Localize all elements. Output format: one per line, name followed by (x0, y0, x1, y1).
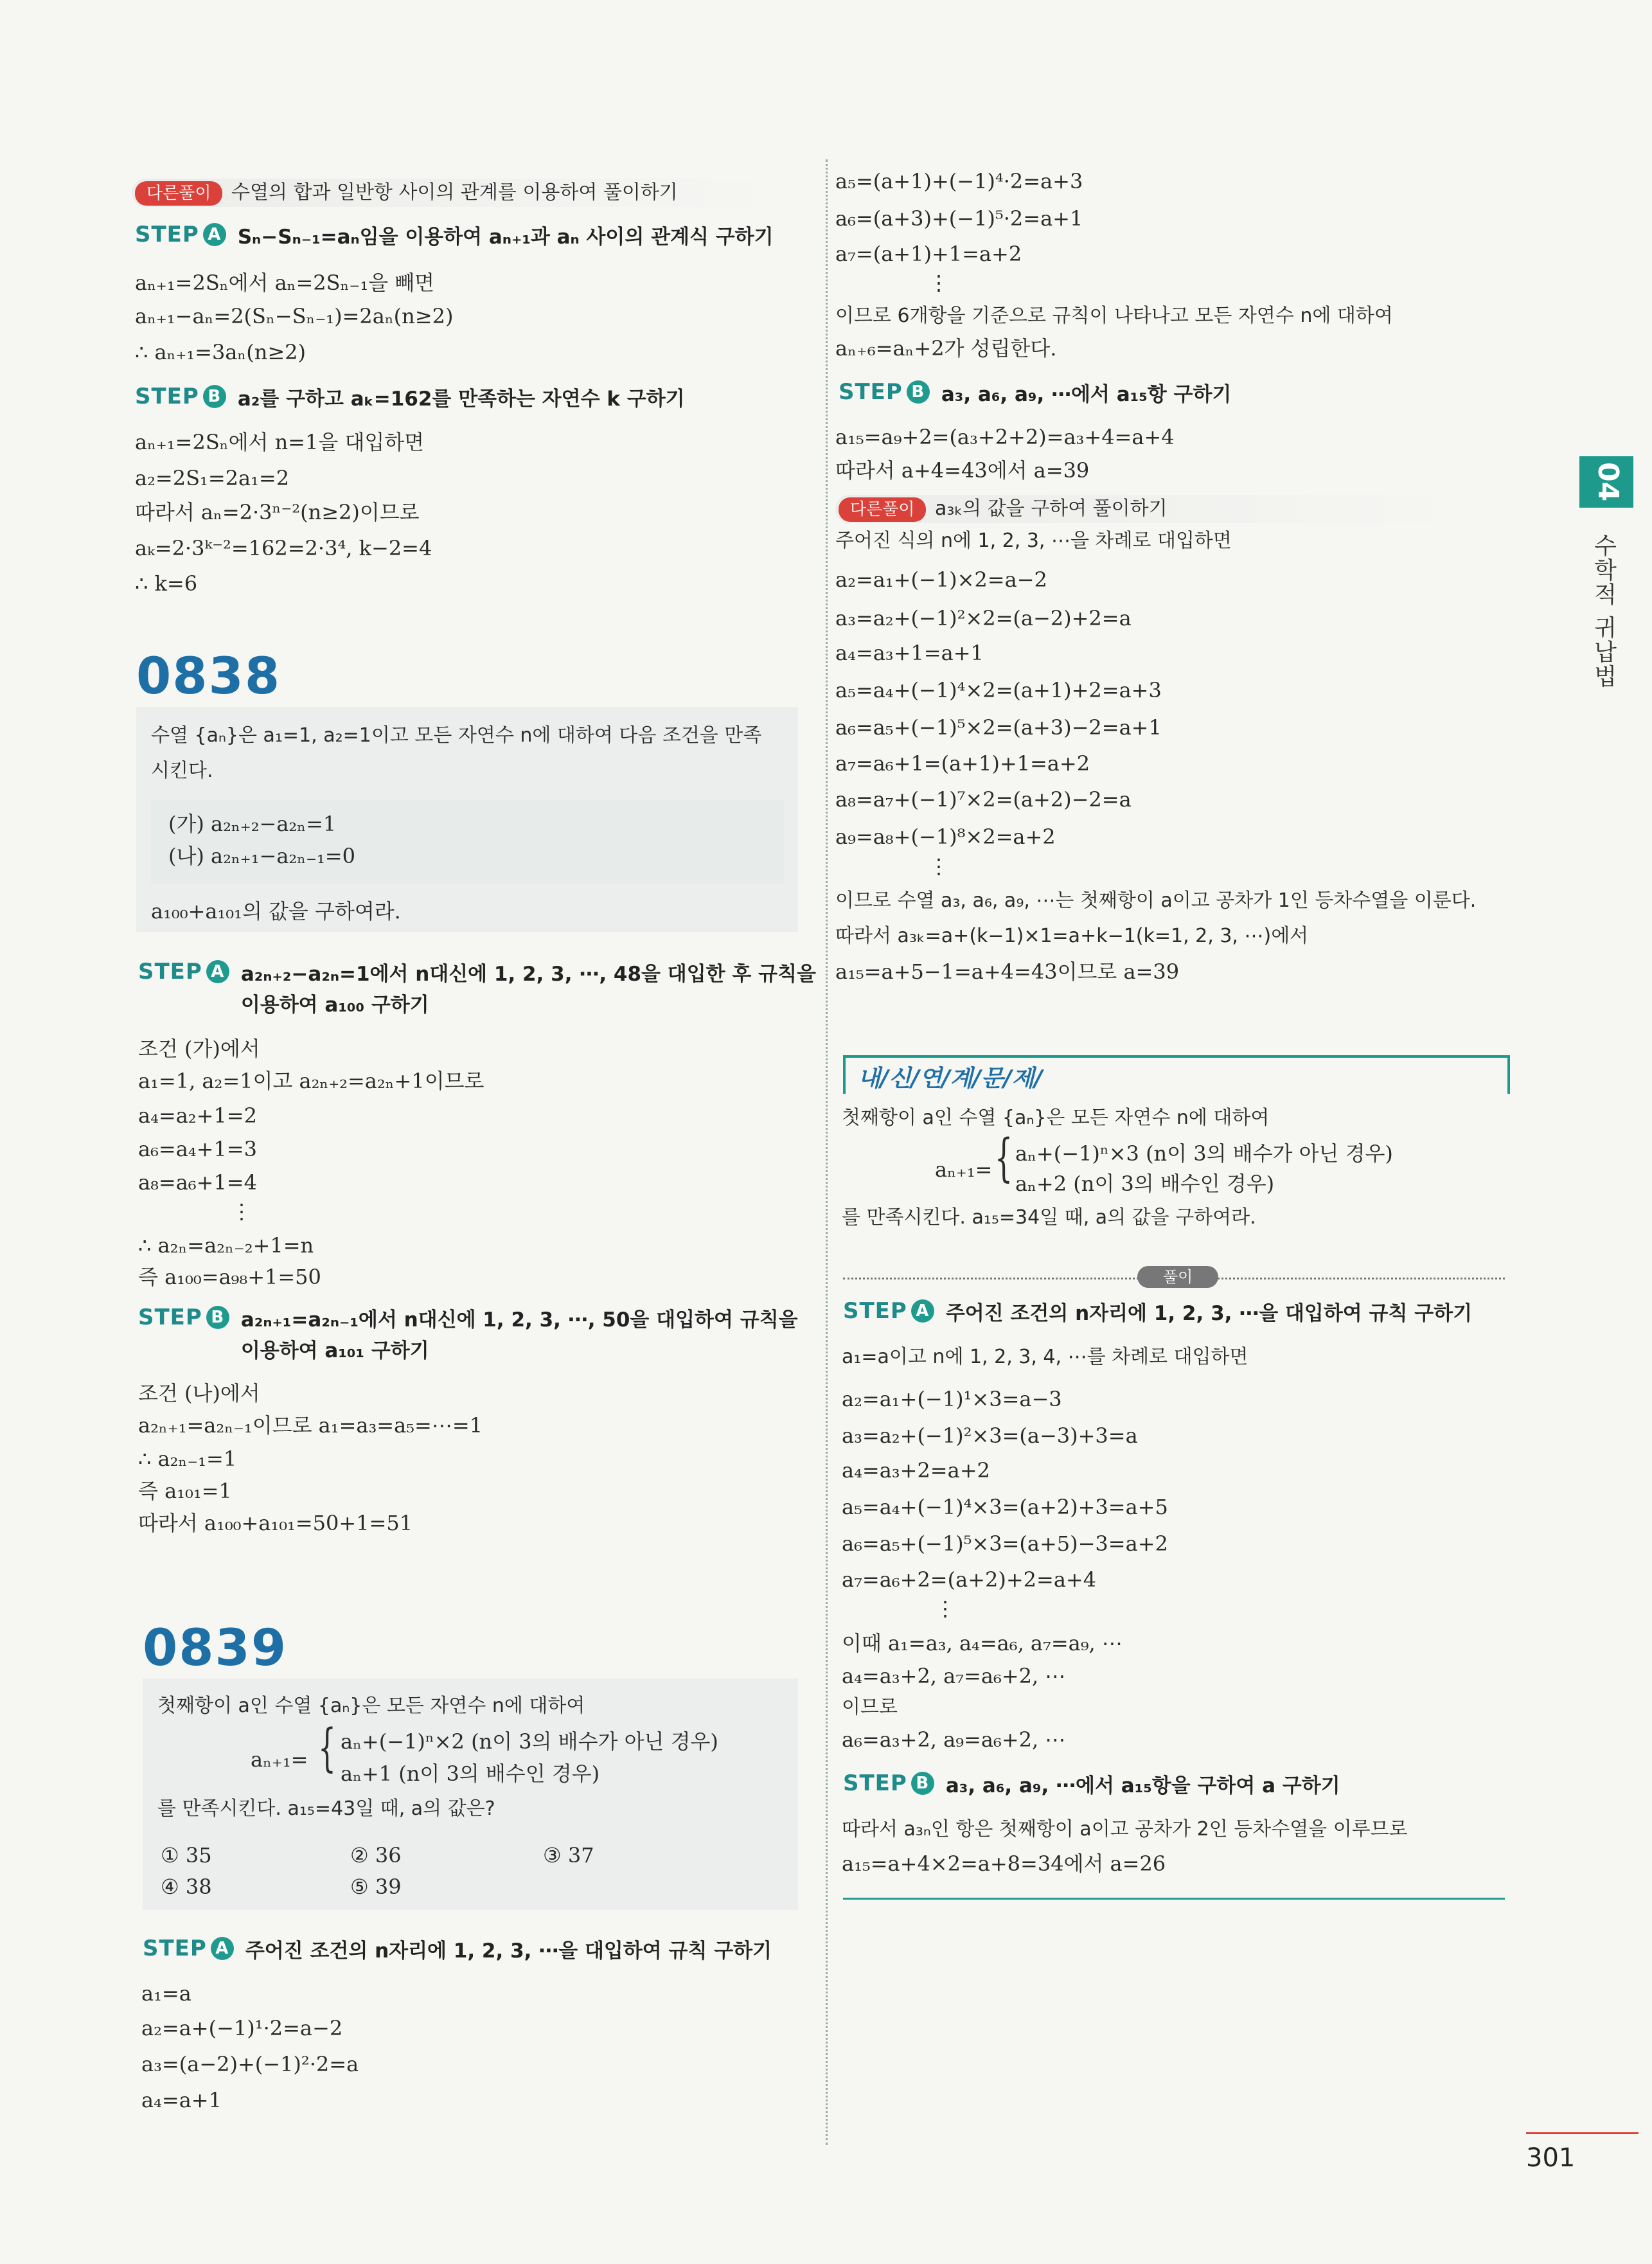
ellipsis: ⋮ (928, 271, 949, 295)
step-title: a₂ₙ₊₁=a₂ₙ₋₁에서 n대신에 1, 2, 3, ⋯, 50을 대입하여 규칙을 (240, 1308, 798, 1332)
question-text: 수열 {aₙ}은 a₁=1, a₂=1이고 모든 자연수 n에 대하여 다음 조건을 만족 (151, 724, 762, 747)
solution-line: a₁=1, a₂=1이고 a₂ₙ₊₂=a₂ₙ+1이므로 (138, 1069, 484, 1093)
question-text: 첫째항이 a인 수열 {aₙ}은 모든 자연수 n에 대하여 (157, 1695, 585, 1717)
column-separator (826, 159, 828, 2145)
solution-line: a₆=a₅+(−1)⁵×3=(a+5)−3=a+2 (842, 1531, 1168, 1556)
page-number: 301 (1526, 2143, 1576, 2173)
choice[interactable]: ② 36 (350, 1843, 402, 1867)
solution-line: aₖ=2·3ᵏ⁻²=162=2·3⁴, k−2=4 (135, 536, 432, 560)
solution-line: a₈=a₆+1=4 (138, 1170, 257, 1195)
solution-line: 따라서 a+4=43에서 a=39 (835, 458, 1090, 483)
step-a-heading (143, 1936, 772, 1966)
step-label: STEP (843, 1298, 907, 1324)
linked-problem-title: 내/신/연/계/문/제/ (858, 1065, 1043, 1092)
solution-line: aₙ₊₁=2Sₙ에서 aₙ=2Sₙ₋₁을 빼면 (135, 271, 435, 295)
step-letter-badge: B (911, 1772, 934, 1795)
question-text: 시킨다. (151, 760, 213, 782)
solution-badge: 풀이 (1137, 1266, 1218, 1288)
choice[interactable]: ③ 37 (543, 1843, 594, 1867)
step-a-heading (135, 222, 774, 253)
recurrence-lhs: aₙ₊₁= (935, 1157, 993, 1182)
solution-line: ∴ k=6 (135, 571, 198, 596)
solution-line: a₆=a₄+1=3 (138, 1137, 257, 1161)
solution-line: 조건 (가)에서 (138, 1037, 260, 1061)
solution-line: a₁₅=a+5−1=a+4=43이므로 a=39 (835, 959, 1180, 984)
solution-line: a₆=a₅+(−1)⁵×2=(a+3)−2=a+1 (835, 715, 1162, 740)
solution-line: a₆=a₃+2, a₉=a₆+2, ⋯ (842, 1727, 1066, 1752)
ellipsis: ⋮ (935, 1596, 955, 1621)
step-title: 주어진 조건의 n자리에 1, 2, 3, ⋯을 대입하여 규칙 구하기 (945, 1302, 1473, 1325)
solution-line: 따라서 a₃ₖ=a+(k−1)×1=a+k−1(k=1, 2, 3, ⋯)에서 (835, 925, 1309, 947)
chapter-number-tab: 04 (1579, 456, 1633, 508)
question-ask: a₁₀₀+a₁₀₁의 값을 구하여라. (151, 899, 401, 923)
solution-line: a₇=a₆+2=(a+2)+2=a+4 (842, 1567, 1097, 1592)
step-label: STEP (138, 1305, 202, 1330)
solution-line: a₂=2S₁=2a₁=2 (135, 466, 290, 490)
step-b-heading (843, 1770, 1340, 1801)
choice[interactable]: ⑤ 39 (350, 1875, 402, 1899)
step-b-heading (839, 379, 1231, 410)
solution-line: a₁₅=a+4×2=a+8=34에서 a=26 (842, 1851, 1166, 1876)
choice[interactable]: ④ 38 (161, 1875, 212, 1899)
solution-line: a₈=a₇+(−1)⁷×2=(a+2)−2=a (835, 787, 1132, 812)
condition-item: (나) a₂ₙ₊₁−a₂ₙ₋₁=0 (168, 844, 355, 868)
step-title: a₃, a₆, a₉, ⋯에서 a₁₅항 구하기 (941, 383, 1232, 406)
step-title: a₃, a₆, a₉, ⋯에서 a₁₅항을 구하여 a 구하기 (945, 1774, 1340, 1797)
recurrence-case: aₙ+2 (n이 3의 배수인 경우) (1015, 1172, 1275, 1196)
solution-line: a₅=(a+1)+(−1)⁴·2=a+3 (835, 169, 1083, 193)
step-label: STEP (843, 1770, 907, 1796)
solution-line: a₅=a₄+(−1)⁴×2=(a+1)+2=a+3 (835, 678, 1162, 702)
solution-line: a₁=a (141, 1981, 191, 2006)
step-label: STEP (839, 379, 903, 405)
question-ask: 를 만족시킨다. a₁₅=43일 때, a의 값은? (157, 1797, 495, 1820)
problem-number: 0839 (143, 1619, 288, 1677)
recurrence-case: aₙ+1 (n이 3의 배수인 경우) (341, 1761, 600, 1786)
solution-line: a₂=a+(−1)¹·2=a−2 (141, 2016, 343, 2040)
solution-line: a₁=a이고 n에 1, 2, 3, 4, ⋯를 차례로 대입하면 (842, 1346, 1248, 1368)
problem-number: 0838 (136, 648, 281, 706)
solution-line: a₄=a₃+2=a+2 (842, 1458, 990, 1483)
step-letter-badge: B (206, 1306, 229, 1329)
chapter-title: 수학적 귀납법 (1590, 533, 1617, 689)
solution-line: 따라서 aₙ=2·3ⁿ⁻²(n≥2)이므로 (135, 500, 420, 524)
step-label: STEP (135, 222, 199, 247)
solution-line: 이므로 수열 a₃, a₆, a₉, ⋯는 첫째항이 a이고 공차가 1인 등차수열을 이룬다. (835, 889, 1477, 912)
solution-line: aₙ₊₆=aₙ+2가 성립한다. (835, 336, 1057, 361)
step-letter-badge: A (211, 1937, 234, 1960)
alt-solution-badge: 다른풀이 (135, 181, 222, 206)
recurrence-case: aₙ+(−1)ⁿ×3 (n이 3의 배수가 아닌 경우) (1015, 1141, 1393, 1166)
step-b-heading (138, 1305, 798, 1366)
question-text: 첫째항이 a인 수열 {aₙ}은 모든 자연수 n에 대하여 (842, 1107, 1270, 1129)
ellipsis: ⋮ (928, 854, 949, 878)
solution-line: 조건 (나)에서 (138, 1381, 260, 1405)
step-title: a₂를 구하고 aₖ=162를 만족하는 자연수 k 구하기 (237, 388, 685, 411)
step-a-heading (138, 959, 816, 1021)
solution-line: a₄=a₃+2, a₇=a₆+2, ⋯ (842, 1664, 1066, 1688)
solution-line: a₃=a₂+(−1)²×2=(a−2)+2=a (835, 606, 1132, 630)
solution-line: 이때 a₁=a₃, a₄=a₆, a₇=a₉, ⋯ (842, 1631, 1123, 1655)
step-title: Sₙ−Sₙ₋₁=aₙ임을 이용하여 aₙ₊₁과 aₙ 사이의 관계식 구하기 (237, 226, 774, 249)
choice[interactable]: ① 35 (161, 1843, 212, 1867)
page-number-rule (1526, 2132, 1639, 2134)
step-letter-badge: A (203, 223, 226, 246)
solution-line: ∴ a₂ₙ₋₁=1 (138, 1447, 237, 1471)
alt-solution-title: a₃ₖ의 값을 구하여 풀이하기 (935, 497, 1168, 520)
recurrence-lhs: aₙ₊₁= (251, 1747, 308, 1772)
step-letter-badge: B (907, 380, 930, 404)
solution-line: aₙ₊₁=2Sₙ에서 n=1을 대입하면 (135, 430, 425, 454)
alt-solution-badge: 다른풀이 (839, 497, 926, 522)
step-letter-badge: A (206, 960, 229, 983)
solution-line: a₄=a+1 (141, 2088, 222, 2112)
solution-line: aₙ₊₁−aₙ=2(Sₙ−Sₙ₋₁)=2aₙ(n≥2) (135, 304, 454, 328)
step-label: STEP (143, 1936, 207, 1961)
step-letter-badge: A (911, 1299, 934, 1323)
solution-line: a₉=a₈+(−1)⁸×2=a+2 (835, 824, 1056, 849)
solution-line: ∴ aₙ₊₁=3aₙ(n≥2) (135, 340, 306, 364)
question-ask: 를 만족시킨다. a₁₅=34일 때, a의 값을 구하여라. (842, 1206, 1256, 1229)
step-letter-badge: B (203, 385, 226, 408)
alt-solution-title: 수열의 합과 일반항 사이의 관계를 이용하여 풀이하기 (231, 181, 678, 204)
solution-line: a₂=a₁+(−1)¹×3=a−3 (842, 1387, 1062, 1411)
solution-line: 이므로 6개항을 기준으로 규칙이 나타나고 모든 자연수 n에 대하여 (835, 305, 1393, 327)
solution-line: a₄=a₃+1=a+1 (835, 641, 984, 665)
solution-line: a₃=a₂+(−1)²×3=(a−3)+3=a (842, 1423, 1138, 1448)
solution-line: 따라서 a₁₀₀+a₁₀₁=50+1=51 (138, 1511, 413, 1535)
solution-line: 이므로 (842, 1696, 898, 1718)
solution-line: a₃=(a−2)+(−1)²·2=a (141, 2052, 359, 2076)
step-title: 이용하여 a₁₀₀ 구하기 (240, 994, 429, 1017)
solution-line: a₇=(a+1)+1=a+2 (835, 242, 1022, 266)
condition-item: (가) a₂ₙ₊₂−a₂ₙ=1 (168, 812, 337, 836)
solution-line: a₂ₙ₊₁=a₂ₙ₋₁이므로 a₁=a₃=a₅=⋯=1 (138, 1413, 483, 1438)
solution-line: a₄=a₂+1=2 (138, 1103, 257, 1128)
solution-line: 주어진 식의 n에 1, 2, 3, ⋯을 차례로 대입하면 (835, 530, 1232, 552)
recurrence-case: aₙ+(−1)ⁿ×2 (n이 3의 배수가 아닌 경우) (341, 1729, 718, 1754)
step-b-heading (135, 384, 685, 414)
solution-line: 즉 a₁₀₁=1 (138, 1479, 232, 1503)
step-title: a₂ₙ₊₂−a₂ₙ=1에서 n대신에 1, 2, 3, ⋯, 48을 대입한 후 규칙을 (240, 963, 816, 986)
step-title: 주어진 조건의 n자리에 1, 2, 3, ⋯을 대입하여 규칙 구하기 (245, 1939, 772, 1963)
solution-line: 즉 a₁₀₀=a₉₈+1=50 (138, 1265, 321, 1289)
solution-line: 따라서 a₃ₙ인 항은 첫째항이 a이고 공차가 2인 등차수열을 이루므로 (842, 1818, 1408, 1841)
section-end-rule (843, 1898, 1505, 1900)
solution-line: a₇=a₆+1=(a+1)+1=a+2 (835, 751, 1090, 776)
solution-line: ∴ a₂ₙ=a₂ₙ₋₂+1=n (138, 1233, 314, 1258)
ellipsis: ⋮ (231, 1199, 252, 1224)
solution-line: a₂=a₁+(−1)×2=a−2 (835, 567, 1047, 592)
step-title: 이용하여 a₁₀₁ 구하기 (240, 1339, 429, 1362)
solution-line: a₅=a₄+(−1)⁴×3=(a+2)+3=a+5 (842, 1495, 1168, 1519)
brace: { (995, 1128, 1013, 1188)
solution-line: a₁₅=a₉+2=(a₃+2+2)=a₃+4=a+4 (835, 425, 1175, 449)
solution-line: a₆=(a+3)+(−1)⁵·2=a+1 (835, 206, 1083, 231)
step-label: STEP (135, 384, 199, 409)
step-label: STEP (138, 959, 202, 985)
step-a-heading (843, 1298, 1472, 1329)
brace: { (318, 1718, 336, 1778)
